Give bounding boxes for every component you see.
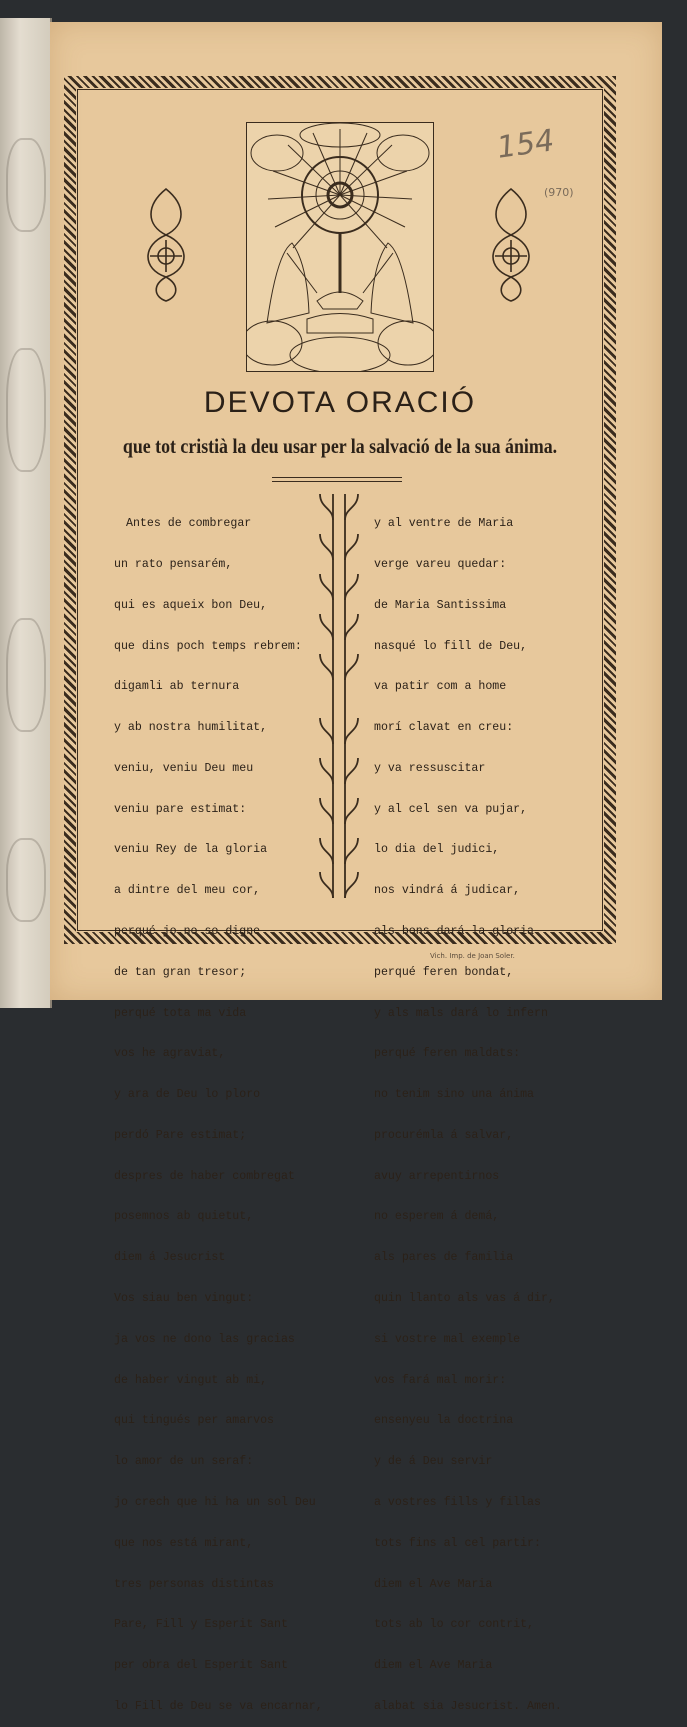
verse-line: veniu, veniu Deu meu (114, 761, 254, 775)
verse-line: lo amor de un seraf: (114, 1455, 254, 1469)
handwritten-catalog-ref: (970) (544, 186, 574, 199)
verse-line: veniu pare estimat: (114, 802, 247, 816)
verse-line: lo dia del judici, (374, 843, 500, 857)
verse-line: avuy arrepentirnos (374, 1169, 500, 1183)
printer-imprint: Vich. Imp. de Joan Soler. (430, 952, 515, 960)
verse-line: si vostre mal exemple (374, 1332, 521, 1346)
verse-line: veniu Rey de la gloria (114, 843, 268, 857)
verse-line: de haber vingut ab mi, (114, 1373, 268, 1387)
verse-line: de Maria Santissima (374, 598, 507, 612)
verse-line: y al ventre de Maria (374, 517, 514, 531)
right-floral-ornament (481, 185, 541, 305)
verse-line: perqué tota ma vida (114, 1006, 247, 1020)
verse-line: diem el Ave Maria (374, 1577, 493, 1591)
verse-line: tres personas distintas (114, 1577, 275, 1591)
verse-line: alabat sia Jesucrist. Amen. (374, 1699, 562, 1713)
verse-line: a vostres fills y fillas (374, 1495, 541, 1509)
monstrance-engraving (246, 122, 434, 372)
verse-line: perdó Pare estimat; (114, 1128, 247, 1142)
handwritten-page-number: 154 (494, 123, 557, 166)
verse-line: perqué feren bondat, (374, 965, 514, 979)
verse-line: qui tingués per amarvos (114, 1414, 275, 1428)
verse-line: que dins poch temps rebrem: (114, 639, 302, 653)
verse-line: y de á Deu servir (374, 1455, 493, 1469)
verse-line: y ab nostra humilitat, (114, 721, 268, 735)
verse-line: va patir com a home (374, 680, 507, 694)
verse-line: vos he agraviat, (114, 1047, 226, 1061)
verse-line: de tan gran tresor; (114, 965, 247, 979)
verse-line: que nos está mirant, (114, 1536, 254, 1550)
column-divider-ornament (316, 494, 362, 898)
page-subtitle: que tot cristià la deu usar per la salvació de la sua ánima. (122, 434, 558, 458)
verse-line: verge vareu quedar: (374, 557, 507, 571)
verse-line: un rato pensarém, (114, 557, 233, 571)
verse-line: Vos siau ben vingut: (114, 1292, 254, 1306)
verse-line: lo Fill de Deu se va encarnar, (114, 1699, 323, 1713)
verse-line: nos vindrá á judicar, (374, 884, 521, 898)
verse-line: als pares de familia (374, 1251, 514, 1265)
verse-line: Antes de combregar (126, 517, 252, 531)
verse-line: jo crech que hi ha un sol Deu (114, 1495, 316, 1509)
verse-line: despres de haber combregat (114, 1169, 295, 1183)
verse-line: a dintre del meu cor, (114, 884, 261, 898)
verse-line: perqué feren maldats: (374, 1047, 521, 1061)
verse-line: Pare, Fill y Esperit Sant (114, 1618, 288, 1632)
adjacent-page-edge (0, 18, 52, 1008)
verse-line: als bons dará la gloria (374, 925, 535, 938)
verse-line: nasqué lo fill de Deu, (374, 639, 528, 653)
poem-left-column (114, 490, 323, 1727)
verse-line: tots fins al cel partir: (374, 1536, 541, 1550)
title-rule (272, 481, 402, 482)
verse-line: posemnos ab quietut, (114, 1210, 254, 1224)
verse-line: per obra del Esperit Sant (114, 1659, 288, 1673)
verse-line: procurémla á salvar, (374, 1128, 514, 1142)
title-rule (272, 477, 402, 478)
verse-line: no esperem á demá, (374, 1210, 500, 1224)
verse-line: digamli ab ternura (114, 680, 240, 694)
verse-line: vos fará mal morir: (374, 1373, 507, 1387)
verse-line: ensenyeu la doctrina (374, 1414, 514, 1428)
verse-line: diem á Jesucrist (114, 1251, 226, 1265)
verse-line: ja vos ne dono las gracias (114, 1332, 295, 1346)
verse-line: perqué jo no so digne (114, 925, 261, 938)
verse-line: y al cel sen va pujar, (374, 802, 528, 816)
verse-line: qui es aqueix bon Deu, (114, 598, 268, 612)
poem-right-column (374, 490, 562, 1727)
verse-line: y als mals dará lo infern (374, 1006, 548, 1020)
left-floral-ornament (136, 185, 196, 305)
verse-line: quin llanto als vas á dir, (374, 1292, 555, 1306)
page-title: DEVOTA ORACIÓ (203, 386, 477, 419)
verse-line: tots ab lo cor contrit, (374, 1618, 535, 1632)
verse-line: diem el Ave Maria (374, 1659, 493, 1673)
monstrance-image (247, 123, 433, 371)
verse-line: morí clavat en creu: (374, 721, 514, 735)
verse-line: no tenim sino una ánima (374, 1088, 535, 1102)
verse-line: y ara de Deu lo ploro (114, 1088, 261, 1102)
verse-line: y va ressuscitar (374, 761, 486, 775)
